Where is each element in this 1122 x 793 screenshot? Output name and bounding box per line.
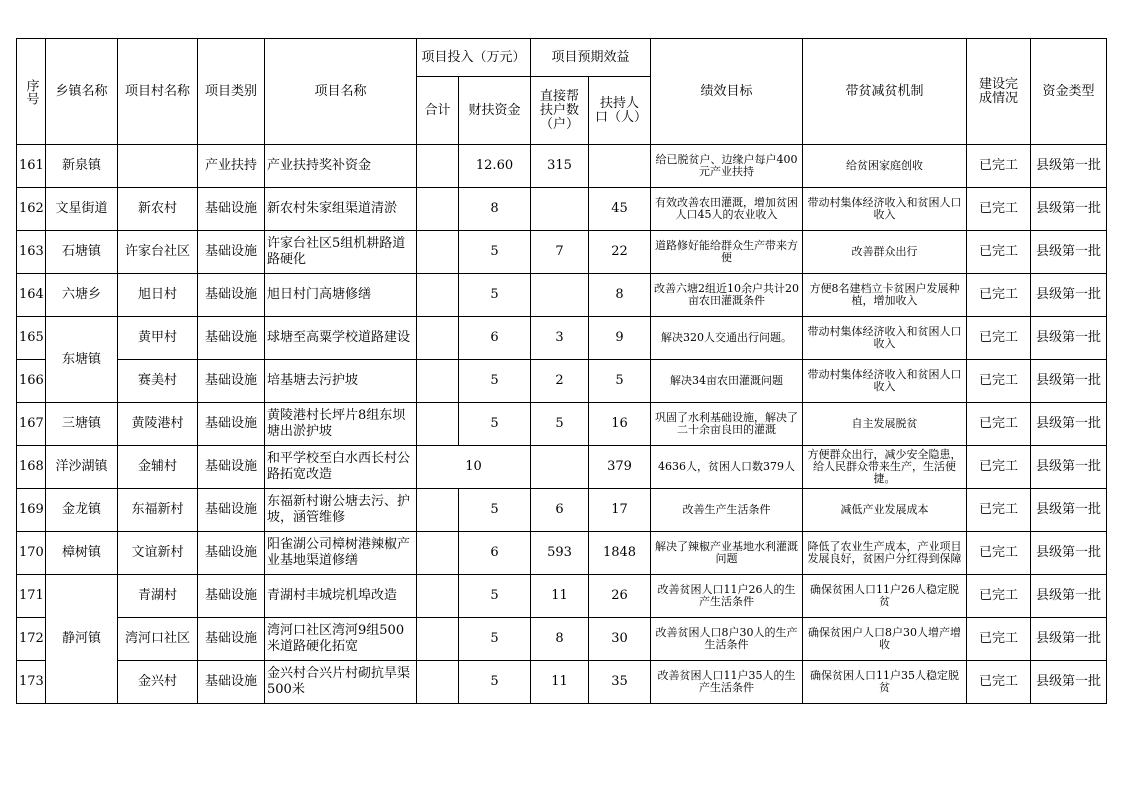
cell-goal: 改善六塘2组近10余户共计20亩农田灌溉条件 — [651, 274, 803, 317]
cell-fund-type: 县级第一批 — [1031, 231, 1107, 274]
cell-town: 新泉镇 — [46, 145, 118, 188]
cell-fiscal: 5 — [459, 403, 531, 446]
cell-households: 6 — [531, 489, 589, 532]
header-investment: 项目投入（万元） — [417, 39, 531, 77]
cell-mechanism: 确保贫困户人口8户30人增产增收 — [803, 618, 967, 661]
cell-status: 已完工 — [967, 532, 1031, 575]
cell-status: 已完工 — [967, 575, 1031, 618]
header-total: 合计 — [417, 77, 459, 145]
cell-category: 基础设施 — [198, 403, 265, 446]
cell-households: 5 — [531, 403, 589, 446]
cell-fiscal: 5 — [459, 661, 531, 704]
cell-fund-type: 县级第一批 — [1031, 317, 1107, 360]
header-fiscal: 财扶资金 — [459, 77, 531, 145]
header-goal: 绩效目标 — [651, 39, 803, 145]
cell-goal: 改善贫困人口8户30人的生产生活条件 — [651, 618, 803, 661]
cell-village: 许家台社区 — [118, 231, 198, 274]
cell-seq: 167 — [17, 403, 46, 446]
cell-population: 17 — [589, 489, 651, 532]
cell-goal: 解决34亩农田灌溉问题 — [651, 360, 803, 403]
cell-name: 和平学校至白水西长村公路拓宽改造 — [265, 446, 417, 489]
cell-mechanism: 方便8名建档立卡贫困户发展种植，增加收入 — [803, 274, 967, 317]
cell-fiscal: 6 — [459, 532, 531, 575]
cell-name: 培基塘去污护坡 — [265, 360, 417, 403]
cell-town: 三塘镇 — [46, 403, 118, 446]
cell-households — [531, 188, 589, 231]
cell-total — [417, 360, 459, 403]
cell-population: 379 — [589, 446, 651, 489]
cell-category: 基础设施 — [198, 231, 265, 274]
table-row — [17, 618, 1107, 661]
cell-total — [417, 661, 459, 704]
cell-fiscal: 10 — [417, 446, 531, 489]
cell-goal: 改善生产生活条件 — [651, 489, 803, 532]
cell-households: 7 — [531, 231, 589, 274]
cell-category: 基础设施 — [198, 661, 265, 704]
cell-name: 东福新村谢公塘去污、护坡，涵管维修 — [265, 489, 417, 532]
cell-fund-type: 县级第一批 — [1031, 145, 1107, 188]
cell-seq: 171 — [17, 575, 46, 618]
cell-village: 黄甲村 — [118, 317, 198, 360]
cell-mechanism: 减低产业发展成本 — [803, 489, 967, 532]
cell-seq: 169 — [17, 489, 46, 532]
cell-fund-type: 县级第一批 — [1031, 360, 1107, 403]
cell-fiscal: 5 — [459, 274, 531, 317]
cell-fiscal: 5 — [459, 618, 531, 661]
cell-town: 东塘镇 — [46, 317, 118, 403]
cell-total — [417, 532, 459, 575]
header-fund-type: 资金类型 — [1031, 39, 1107, 145]
table-row — [17, 661, 1107, 704]
cell-seq: 166 — [17, 360, 46, 403]
cell-name: 球塘至高粟学校道路建设 — [265, 317, 417, 360]
cell-status: 已完工 — [967, 145, 1031, 188]
cell-fiscal: 5 — [459, 489, 531, 532]
table-row — [17, 188, 1107, 231]
cell-total — [417, 575, 459, 618]
cell-fund-type: 县级第一批 — [1031, 446, 1107, 489]
cell-households: 3 — [531, 317, 589, 360]
cell-total — [417, 145, 459, 188]
cell-name: 湾河口社区湾河9组500米道路硬化拓宽 — [265, 618, 417, 661]
cell-population: 1848 — [589, 532, 651, 575]
cell-fund-type: 县级第一批 — [1031, 489, 1107, 532]
cell-goal: 改善贫困人口11户35人的生产生活条件 — [651, 661, 803, 704]
cell-households: 11 — [531, 661, 589, 704]
cell-households — [531, 274, 589, 317]
cell-fund-type: 县级第一批 — [1031, 618, 1107, 661]
cell-status: 已完工 — [967, 661, 1031, 704]
cell-fund-type: 县级第一批 — [1031, 575, 1107, 618]
cell-status: 已完工 — [967, 403, 1031, 446]
cell-fiscal: 5 — [459, 231, 531, 274]
cell-category: 基础设施 — [198, 489, 265, 532]
cell-total — [417, 317, 459, 360]
cell-village: 青湖村 — [118, 575, 198, 618]
cell-seq: 172 — [17, 618, 46, 661]
cell-status: 已完工 — [967, 360, 1031, 403]
cell-mechanism: 确保贫困人口11户35人稳定脱贫 — [803, 661, 967, 704]
cell-goal: 道路修好能给群众生产带来方便 — [651, 231, 803, 274]
cell-category: 基础设施 — [198, 532, 265, 575]
cell-village: 湾河口社区 — [118, 618, 198, 661]
header-seq: 序号 — [17, 39, 46, 145]
cell-fiscal: 5 — [459, 575, 531, 618]
cell-households: 8 — [531, 618, 589, 661]
cell-village: 金兴村 — [118, 661, 198, 704]
cell-goal: 4636人，贫困人口数379人 — [651, 446, 803, 489]
cell-households: 11 — [531, 575, 589, 618]
cell-seq: 163 — [17, 231, 46, 274]
cell-seq: 173 — [17, 661, 46, 704]
header-status: 建设完成情况 — [967, 39, 1031, 145]
cell-population: 30 — [589, 618, 651, 661]
cell-households: 593 — [531, 532, 589, 575]
cell-total — [417, 231, 459, 274]
header-households: 直接帮扶户数（户） — [531, 77, 589, 145]
cell-households: 2 — [531, 360, 589, 403]
cell-population: 35 — [589, 661, 651, 704]
cell-mechanism: 方便群众出行，减少安全隐患，给人民群众带来生产，生活便捷。 — [803, 446, 967, 489]
cell-mechanism: 自主发展脱贫 — [803, 403, 967, 446]
cell-village: 赛美村 — [118, 360, 198, 403]
cell-status: 已完工 — [967, 489, 1031, 532]
cell-fund-type: 县级第一批 — [1031, 661, 1107, 704]
cell-fiscal: 8 — [459, 188, 531, 231]
cell-name: 金兴村合兴片村砌抗旱渠500米 — [265, 661, 417, 704]
cell-category: 基础设施 — [198, 274, 265, 317]
table-row — [17, 317, 1107, 360]
cell-name: 许家台社区5组机耕路道路硬化 — [265, 231, 417, 274]
cell-village: 黄陵港村 — [118, 403, 198, 446]
cell-name: 黄陵港村长坪片8组东坝塘出淤护坡 — [265, 403, 417, 446]
cell-name: 青湖村丰城垸机埠改造 — [265, 575, 417, 618]
cell-status: 已完工 — [967, 188, 1031, 231]
cell-goal: 给已脱贫户、边缘户每户400元产业扶持 — [651, 145, 803, 188]
cell-village — [118, 145, 198, 188]
cell-name: 产业扶持奖补资金 — [265, 145, 417, 188]
header-village: 项目村名称 — [118, 39, 198, 145]
cell-goal: 巩固了水利基础设施，解决了二十余亩良田的灌溉 — [651, 403, 803, 446]
cell-goal: 有效改善农田灌溉，增加贫困人口45人的农业收入 — [651, 188, 803, 231]
header-benefit: 项目预期效益 — [531, 39, 651, 77]
cell-fund-type: 县级第一批 — [1031, 532, 1107, 575]
cell-population: 26 — [589, 575, 651, 618]
cell-seq: 165 — [17, 317, 46, 360]
cell-category: 基础设施 — [198, 317, 265, 360]
cell-status: 已完工 — [967, 446, 1031, 489]
cell-goal: 解决了辣椒产业基地水利灌溉问题 — [651, 532, 803, 575]
cell-village: 文谊新村 — [118, 532, 198, 575]
cell-category: 基础设施 — [198, 575, 265, 618]
cell-fiscal: 12.60 — [459, 145, 531, 188]
cell-town: 樟树镇 — [46, 532, 118, 575]
table-row — [17, 145, 1107, 188]
cell-total — [417, 618, 459, 661]
table-row — [17, 532, 1107, 575]
cell-town: 洋沙湖镇 — [46, 446, 118, 489]
cell-mechanism: 带动村集体经济收入和贫困人口收入 — [803, 188, 967, 231]
cell-mechanism: 带动村集体经济收入和贫困人口收入 — [803, 317, 967, 360]
cell-total — [417, 274, 459, 317]
cell-population — [589, 145, 651, 188]
cell-status: 已完工 — [967, 231, 1031, 274]
cell-population: 16 — [589, 403, 651, 446]
header-category: 项目类别 — [198, 39, 265, 145]
cell-status: 已完工 — [967, 618, 1031, 661]
cell-population: 5 — [589, 360, 651, 403]
cell-seq: 164 — [17, 274, 46, 317]
cell-village: 金辅村 — [118, 446, 198, 489]
cell-seq: 161 — [17, 145, 46, 188]
cell-mechanism: 确保贫困人口11户26人稳定脱贫 — [803, 575, 967, 618]
table-row — [17, 360, 1107, 403]
cell-fund-type: 县级第一批 — [1031, 274, 1107, 317]
cell-mechanism: 降低了农业生产成本，产业项目发展良好，贫困户分红得到保障 — [803, 532, 967, 575]
cell-village: 新农村 — [118, 188, 198, 231]
cell-name: 阳雀湖公司樟树港辣椒产业基地渠道修缮 — [265, 532, 417, 575]
cell-seq: 162 — [17, 188, 46, 231]
cell-town: 石塘镇 — [46, 231, 118, 274]
cell-town: 六塘乡 — [46, 274, 118, 317]
table-row — [17, 446, 1107, 489]
project-table — [16, 38, 1107, 704]
cell-category: 基础设施 — [198, 188, 265, 231]
cell-total — [417, 403, 459, 446]
cell-town: 金龙镇 — [46, 489, 118, 532]
cell-population: 9 — [589, 317, 651, 360]
cell-status: 已完工 — [967, 274, 1031, 317]
cell-seq: 168 — [17, 446, 46, 489]
table-row — [17, 231, 1107, 274]
cell-fund-type: 县级第一批 — [1031, 403, 1107, 446]
cell-name: 新农村朱家组渠道清淤 — [265, 188, 417, 231]
header-name: 项目名称 — [265, 39, 417, 145]
cell-households: 315 — [531, 145, 589, 188]
cell-households — [531, 446, 589, 489]
cell-fund-type: 县级第一批 — [1031, 188, 1107, 231]
cell-town: 文星街道 — [46, 188, 118, 231]
table-row — [17, 403, 1107, 446]
table-row — [17, 489, 1107, 532]
cell-population: 45 — [589, 188, 651, 231]
cell-fiscal: 6 — [459, 317, 531, 360]
cell-seq: 170 — [17, 532, 46, 575]
cell-goal: 改善贫困人口11户26人的生产生活条件 — [651, 575, 803, 618]
cell-category: 基础设施 — [198, 360, 265, 403]
cell-mechanism: 改善群众出行 — [803, 231, 967, 274]
cell-category: 基础设施 — [198, 446, 265, 489]
cell-fiscal: 5 — [459, 360, 531, 403]
cell-goal: 解决320人交通出行问题。 — [651, 317, 803, 360]
header-population: 扶持人口（人） — [589, 77, 651, 145]
header-town: 乡镇名称 — [46, 39, 118, 145]
cell-mechanism: 带动村集体经济收入和贫困人口收入 — [803, 360, 967, 403]
cell-population: 8 — [589, 274, 651, 317]
cell-name: 旭日村门高塘修缮 — [265, 274, 417, 317]
cell-village: 旭日村 — [118, 274, 198, 317]
cell-total — [417, 188, 459, 231]
table-row — [17, 575, 1107, 618]
cell-mechanism: 给贫困家庭创收 — [803, 145, 967, 188]
table-row — [17, 274, 1107, 317]
cell-population: 22 — [589, 231, 651, 274]
cell-category: 产业扶持 — [198, 145, 265, 188]
cell-category: 基础设施 — [198, 618, 265, 661]
cell-total — [417, 489, 459, 532]
cell-town: 静河镇 — [46, 575, 118, 704]
cell-village: 东福新村 — [118, 489, 198, 532]
cell-status: 已完工 — [967, 317, 1031, 360]
header-mechanism: 带贫减贫机制 — [803, 39, 967, 145]
